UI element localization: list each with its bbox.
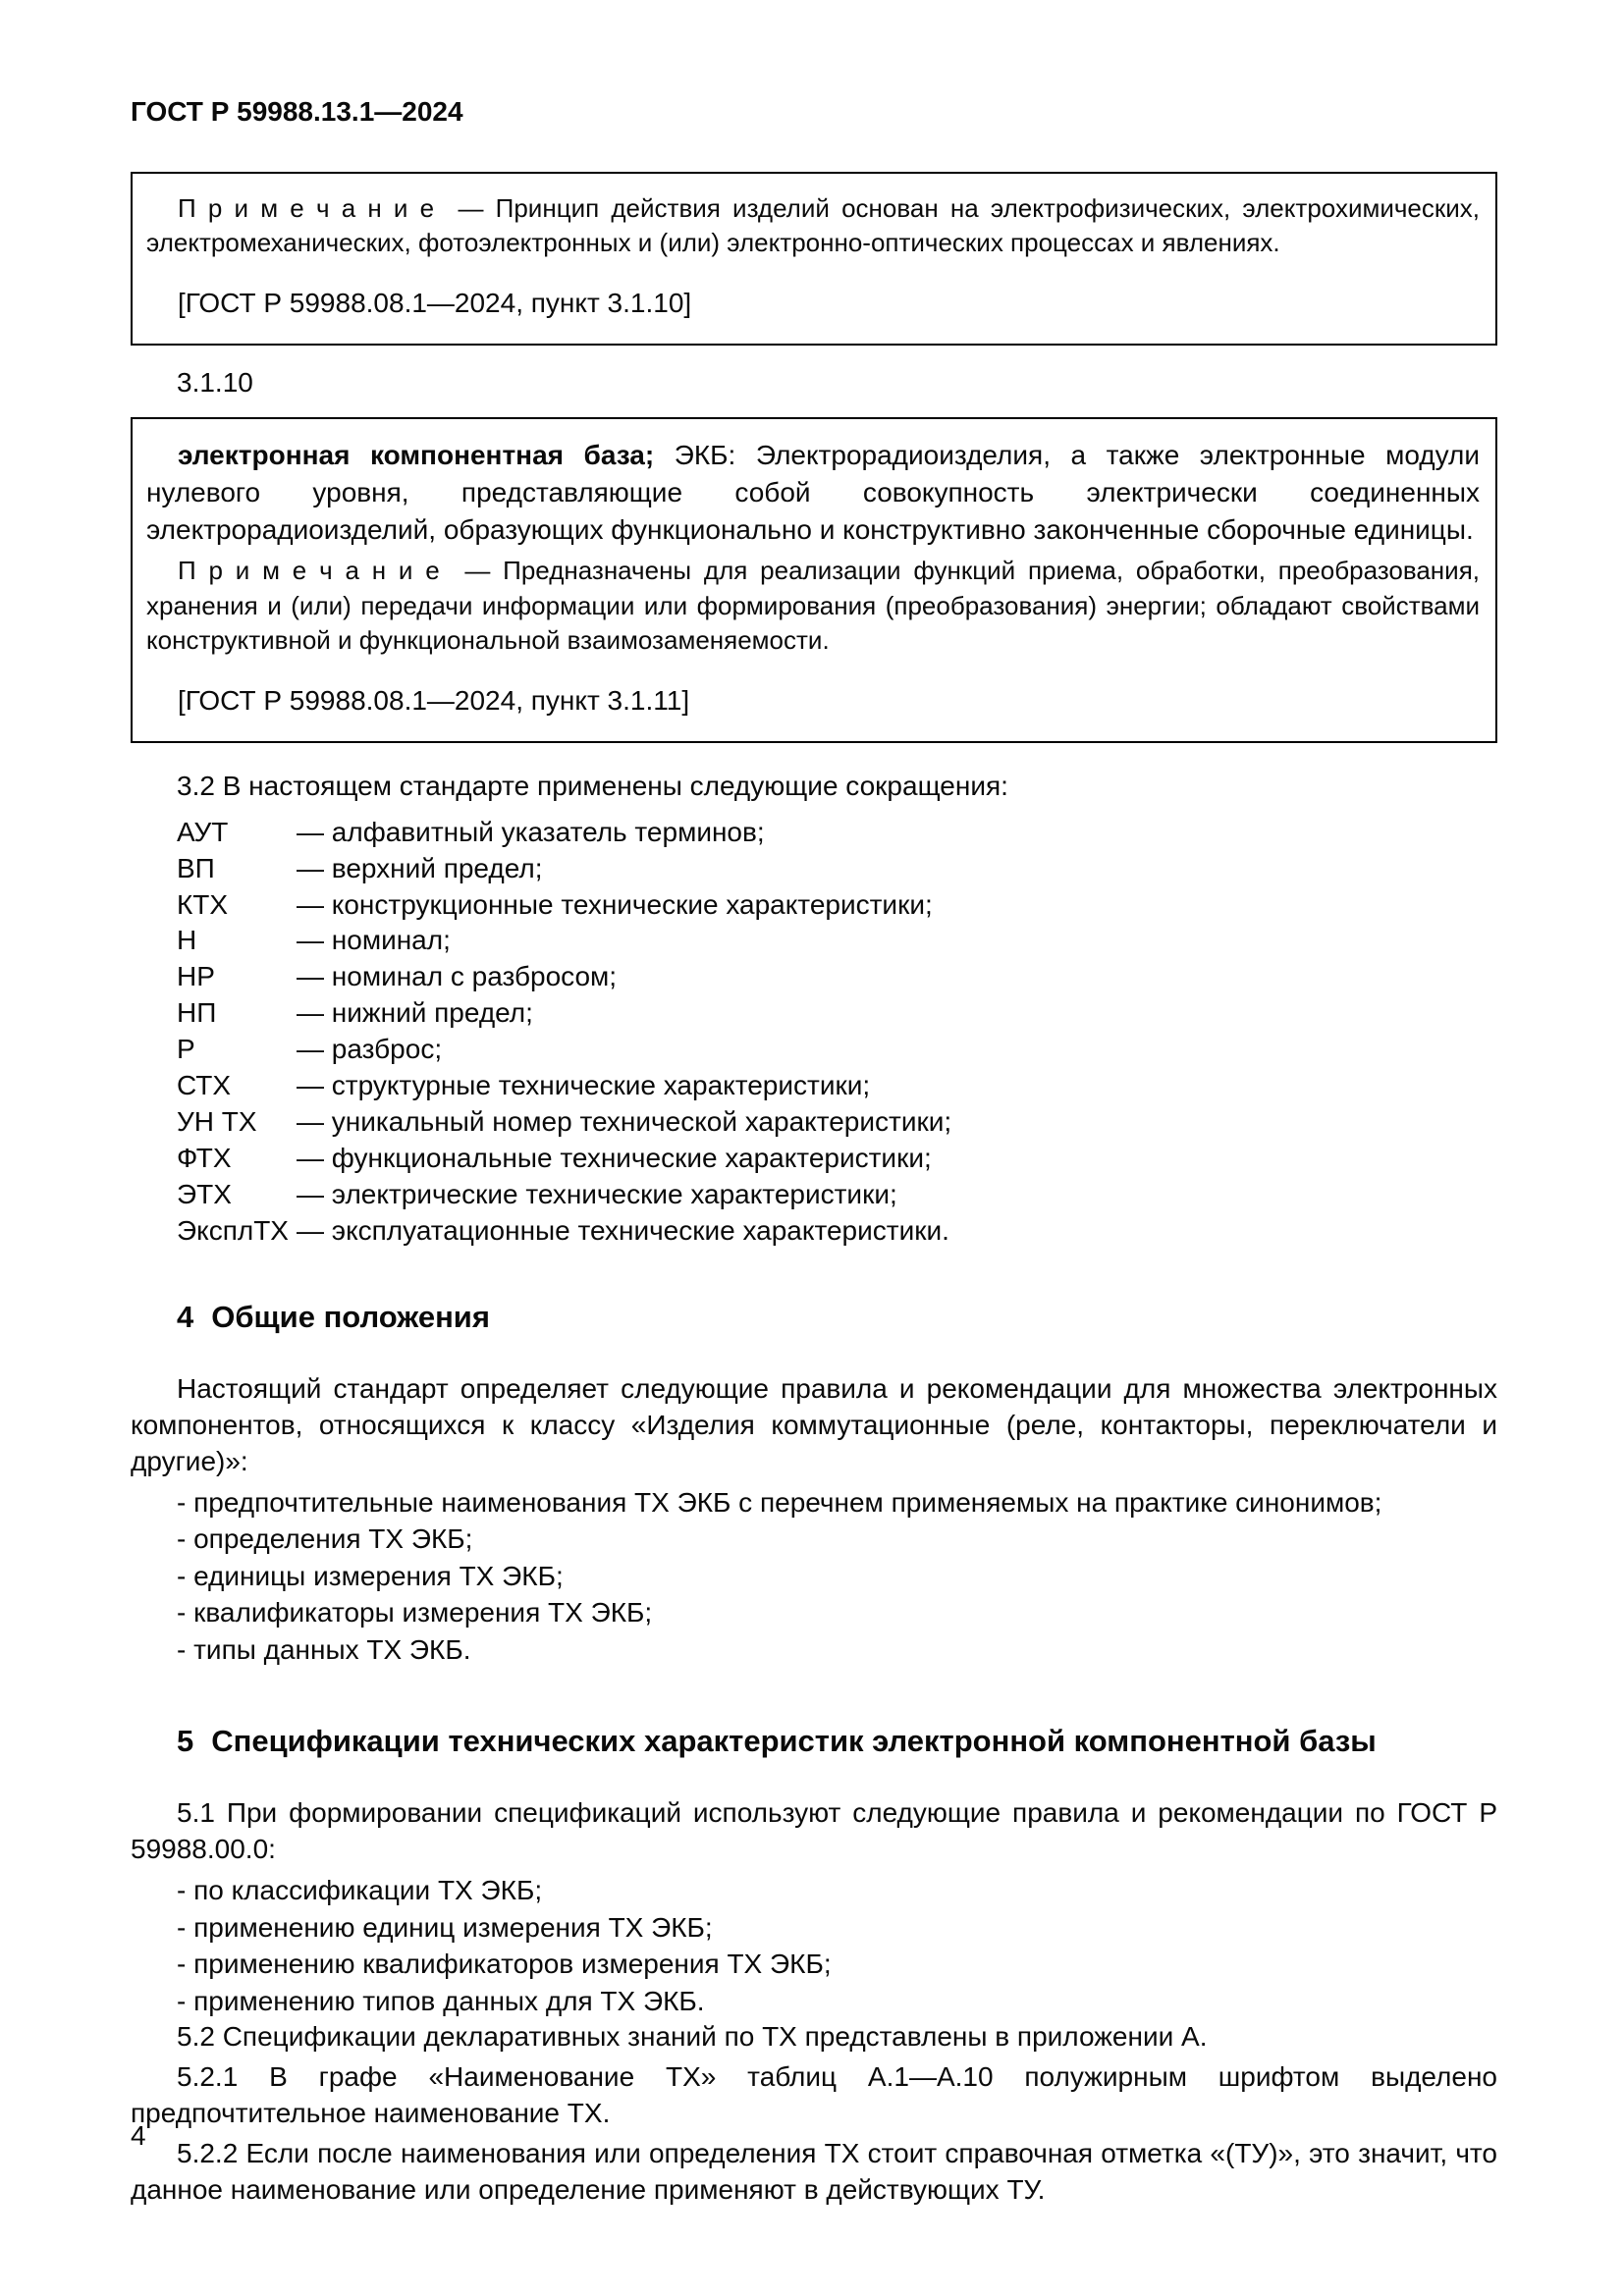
- quote-box-clause-3-1-10-source: [131, 172, 1497, 346]
- section-4-paragraph: Настоящий стандарт определяет следующие правила и рекомендации для множества электронных компонентов, относящихся к классу «Изделия коммутационные (реле, контакторы, переключатели и другие)»:: [131, 1372, 1497, 1476]
- abbreviation: НП: [177, 997, 217, 1029]
- section-4-title: [177, 1297, 1497, 1338]
- abbreviations-list: [177, 815, 1497, 1250]
- quote1-source-ref: [ГОСТ Р 59988.08.1—2024, пункт 3.1.10]: [178, 288, 692, 319]
- abbreviation-row: [177, 1032, 1497, 1068]
- list-item: - применению квалификаторов измерения ТХ ЭКБ;: [177, 1949, 832, 1980]
- abbreviations-intro: 3.2 В настоящем стандарте применены следующие сокращения:: [177, 770, 1008, 801]
- quote-box-term-definition: [131, 417, 1497, 743]
- clause-number-3-1-10: 3.1.10: [177, 367, 253, 399]
- abbreviation-row: [177, 995, 1497, 1032]
- note-text: — Предназначены для реализации функций приема, обработки, преобразования, хранения и (или) передачи информации или формирования (преобразования) энергии; обладают свойствами конструктивной и функциональной взаимозаменяемости.: [146, 556, 1480, 655]
- term-name-bold: электронная компонентная база;: [178, 440, 655, 471]
- abbreviation-row: [177, 1141, 1497, 1177]
- note-label: П р и м е ч а н и е: [178, 556, 440, 586]
- list-item: - применению типов данных для ТХ ЭКБ.: [177, 1985, 705, 2016]
- section-title-text: Спецификации технических характеристик электронной компонентной базы: [211, 1724, 1377, 1759]
- list-item: - единицы измерения ТХ ЭКБ;: [177, 1560, 564, 1591]
- abbreviation-row: [177, 851, 1497, 887]
- abbreviation-definition: — нижний предел;: [297, 997, 533, 1029]
- abbreviation-row: [177, 1104, 1497, 1141]
- page-content: [131, 94, 1497, 2213]
- abbreviation: КТХ: [177, 888, 229, 920]
- abbreviation: ФТХ: [177, 1143, 232, 1174]
- abbreviation: АУТ: [177, 816, 229, 847]
- list-item: - применению единиц измерения ТХ ЭКБ;: [177, 1911, 713, 1943]
- section-5-bullet-list: [177, 1872, 1497, 2019]
- abbreviation: Р: [177, 1034, 195, 1065]
- abbreviation-definition: — функциональные технические характеристики;: [297, 1143, 932, 1174]
- abbreviation-row: [177, 923, 1497, 959]
- abbreviation-definition: — уникальный номер технической характеристики;: [297, 1106, 952, 1138]
- abbreviation-definition: — эксплуатационные технические характеристики.: [297, 1215, 949, 1247]
- abbreviation-row: [177, 959, 1497, 995]
- abbreviation-row: [177, 887, 1497, 924]
- note-text: — Принцип действия изделий основан на электрофизических, электрохимических, электромеханических, фотоэлектронных и (или) электронно-оптических процессах и явлениях.: [146, 192, 1480, 258]
- abbreviation: УН ТХ: [177, 1106, 257, 1138]
- list-item: - предпочтительные наименования ТХ ЭКБ с перечнем применяемых на практике синонимов;: [177, 1486, 1382, 1518]
- abbreviation-definition: — номинал;: [297, 925, 451, 956]
- abbreviation-definition: — верхний предел;: [297, 852, 543, 883]
- section-number: 5: [177, 1724, 194, 1759]
- clause-5-2-2-paragraph: 5.2.2 Если после наименования или определения ТХ стоит справочная отметка «(ТУ)», это значит, что данное наименование или определение применяют в действующих ТУ.: [131, 2138, 1497, 2205]
- quote1-note: [146, 191, 1480, 260]
- quote2-source-ref: [ГОСТ Р 59988.08.1—2024, пункт 3.1.11]: [178, 684, 690, 716]
- clause-5-2-paragraph: 5.2 Спецификации декларативных знаний по ТХ представлены в приложении А.: [177, 2021, 1208, 2053]
- abbreviation: ЭксплТХ: [177, 1215, 289, 1247]
- clause-5-2-1-paragraph: 5.2.1 В графе «Наименование ТХ» таблиц А.1—А.10 полужирным шрифтом выделено предпочтительное наименование ТХ.: [131, 2061, 1497, 2129]
- abbreviation: СТХ: [177, 1070, 232, 1101]
- abbreviation-definition: — алфавитный указатель терминов;: [297, 816, 765, 847]
- abbreviation-definition: — структурные технические характеристики;: [297, 1070, 871, 1101]
- list-item: - по классификации ТХ ЭКБ;: [177, 1875, 543, 1906]
- abbreviation-definition: — разброс;: [297, 1034, 443, 1065]
- term-definition-paragraph: [146, 437, 1480, 548]
- abbreviation: Н: [177, 925, 197, 956]
- section-5-title: [177, 1721, 1497, 1762]
- page-number: 4: [131, 2120, 146, 2151]
- section-number: 4: [177, 1300, 194, 1335]
- abbreviation-row: [177, 1177, 1497, 1213]
- term-definition-text: ЭКБ: Электрорадиоизделия, а также электронные модули нулевого уровня, представляющие собой совокупность электрически соединенных электрорадиоизделий, образующих функционально и конструктивно законченные сборочные единицы.: [146, 440, 1480, 545]
- abbreviation-row: [177, 815, 1497, 851]
- list-item: - типы данных ТХ ЭКБ.: [177, 1633, 471, 1665]
- abbreviation: ЭТХ: [177, 1179, 232, 1210]
- document-code-header: ГОСТ Р 59988.13.1—2024: [131, 96, 463, 127]
- note-label: П р и м е ч а н и е: [178, 192, 435, 223]
- clause-5-1-paragraph: 5.1 При формировании спецификаций используют следующие правила и рекомендации по ГОСТ Р 59988.00.0:: [131, 1797, 1497, 1865]
- section-title-text: Общие положения: [211, 1300, 490, 1335]
- abbreviation: НР: [177, 961, 215, 992]
- abbreviation-row: [177, 1068, 1497, 1104]
- list-item: - квалификаторы измерения ТХ ЭКБ;: [177, 1597, 653, 1629]
- quote2-note: [146, 554, 1480, 657]
- abbreviation-definition: — конструкционные технические характеристики;: [297, 888, 933, 920]
- abbreviation: ВП: [177, 852, 215, 883]
- abbreviation-definition: — электрические технические характеристики;: [297, 1179, 897, 1210]
- list-item: - определения ТХ ЭКБ;: [177, 1523, 473, 1555]
- section-4-bullet-list: [177, 1484, 1497, 1669]
- abbreviation-definition: — номинал с разбросом;: [297, 961, 618, 992]
- abbreviation-row: [177, 1213, 1497, 1250]
